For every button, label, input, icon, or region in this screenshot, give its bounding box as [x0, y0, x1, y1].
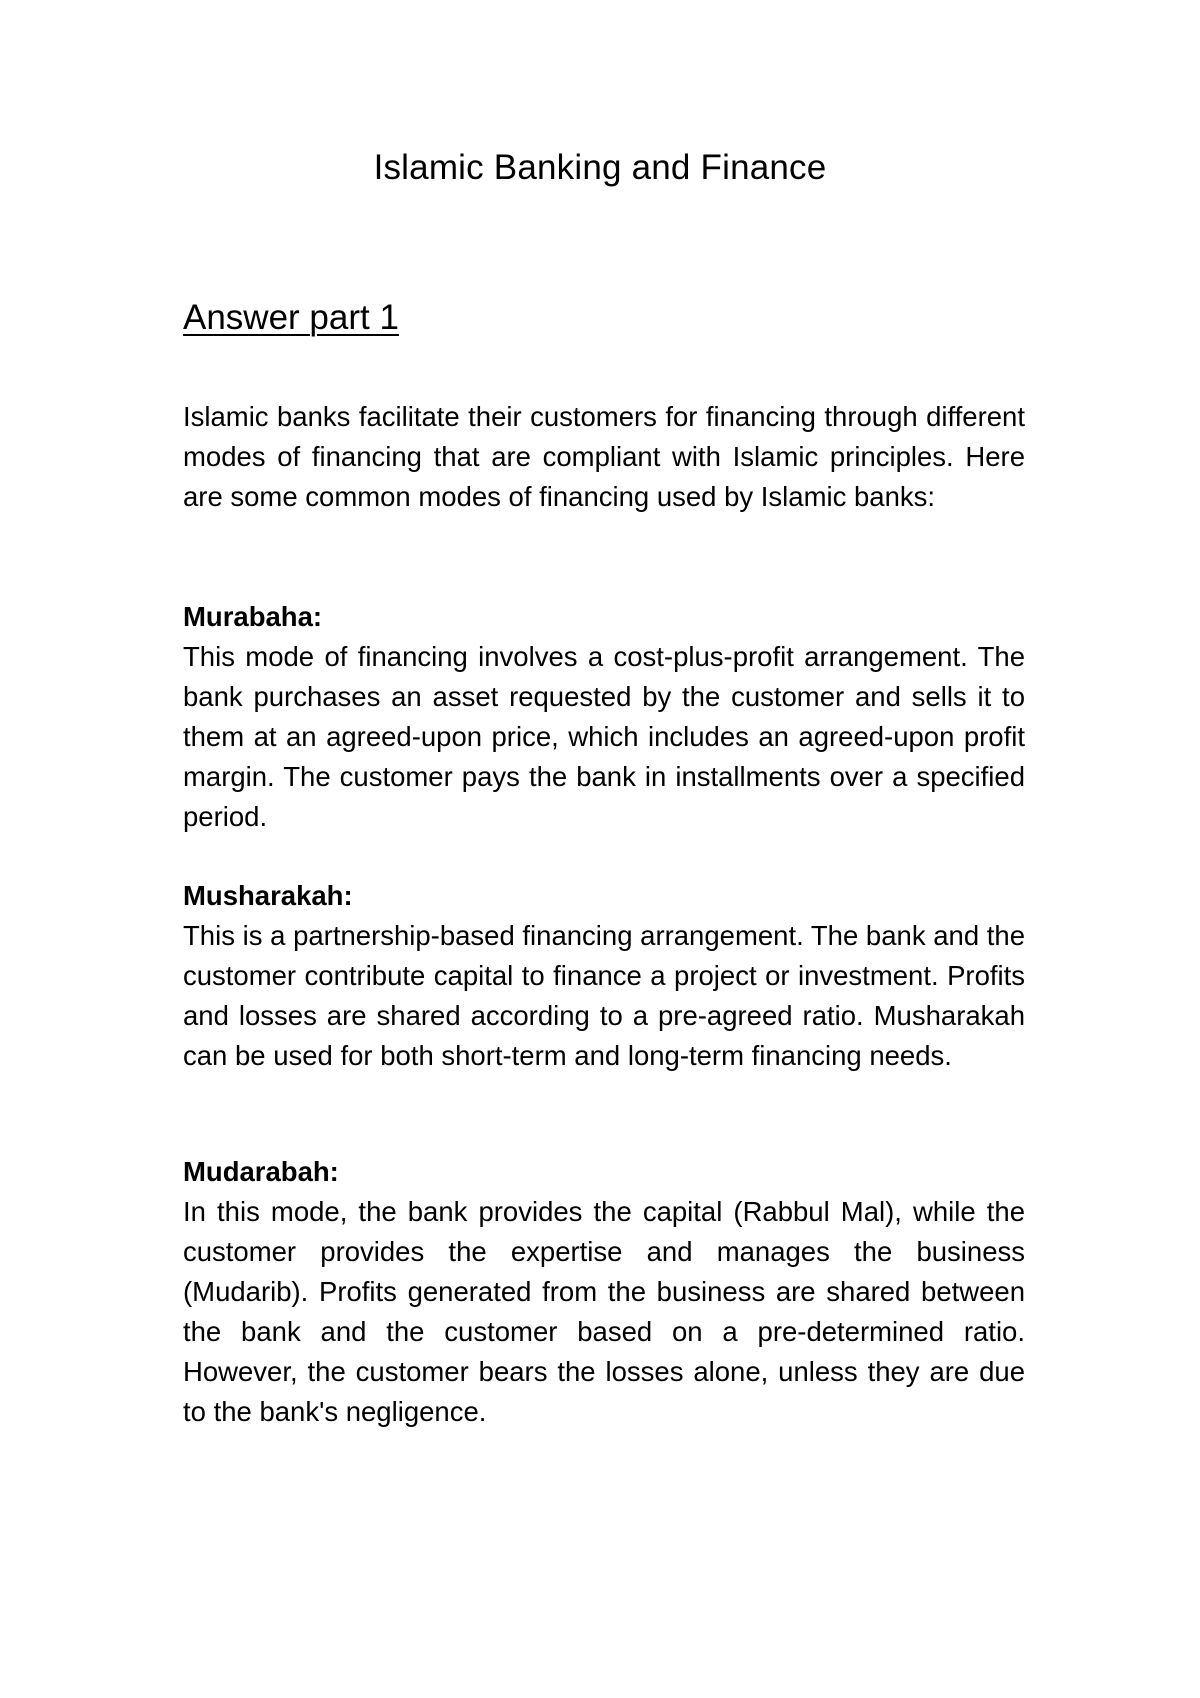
section-title-musharakah: Musharakah: — [183, 880, 353, 911]
section-title-murabaha: Murabaha: — [183, 601, 323, 632]
answer-heading: Answer part 1 — [183, 298, 399, 337]
section-text-mudarabah: In this mode, the bank provides the capital (Rabbul Mal), while the customer provides the expertise and manages the business (Mudarib). Profits generated from the business are shared between the bank and the customer based on a pre-determined ratio. However, the customer bears the losses alone, unless they are due to the bank's negligence. — [183, 1196, 1025, 1427]
section-murabaha — [183, 597, 1025, 837]
section-text-musharakah: This is a partnership-based financing arrangement. The bank and the customer contribute capital to finance a project or investment. Profits and losses are shared according to a pre-agreed ratio. Musharakah can be used for both short-term and long-term financing needs. — [183, 920, 1025, 1071]
intro-paragraph: Islamic banks facilitate their customers for financing through different modes of financing that are compliant with Islamic principles. Here are some common modes of financing used by Islamic banks: — [183, 401, 1025, 512]
document-title: Islamic Banking and Finance — [373, 148, 827, 187]
section-text-murabaha: This mode of financing involves a cost-plus-profit arrangement. The bank purchases an asset requested by the customer and sells it to them at an agreed-upon price, which includes an agreed-upon profit margin. The customer pays the bank in installments over a specified period. — [183, 641, 1025, 832]
section-mudarabah — [183, 1152, 1025, 1432]
section-title-mudarabah: Mudarabah: — [183, 1156, 339, 1187]
intro-block — [183, 397, 1025, 517]
section-musharakah — [183, 876, 1025, 1076]
